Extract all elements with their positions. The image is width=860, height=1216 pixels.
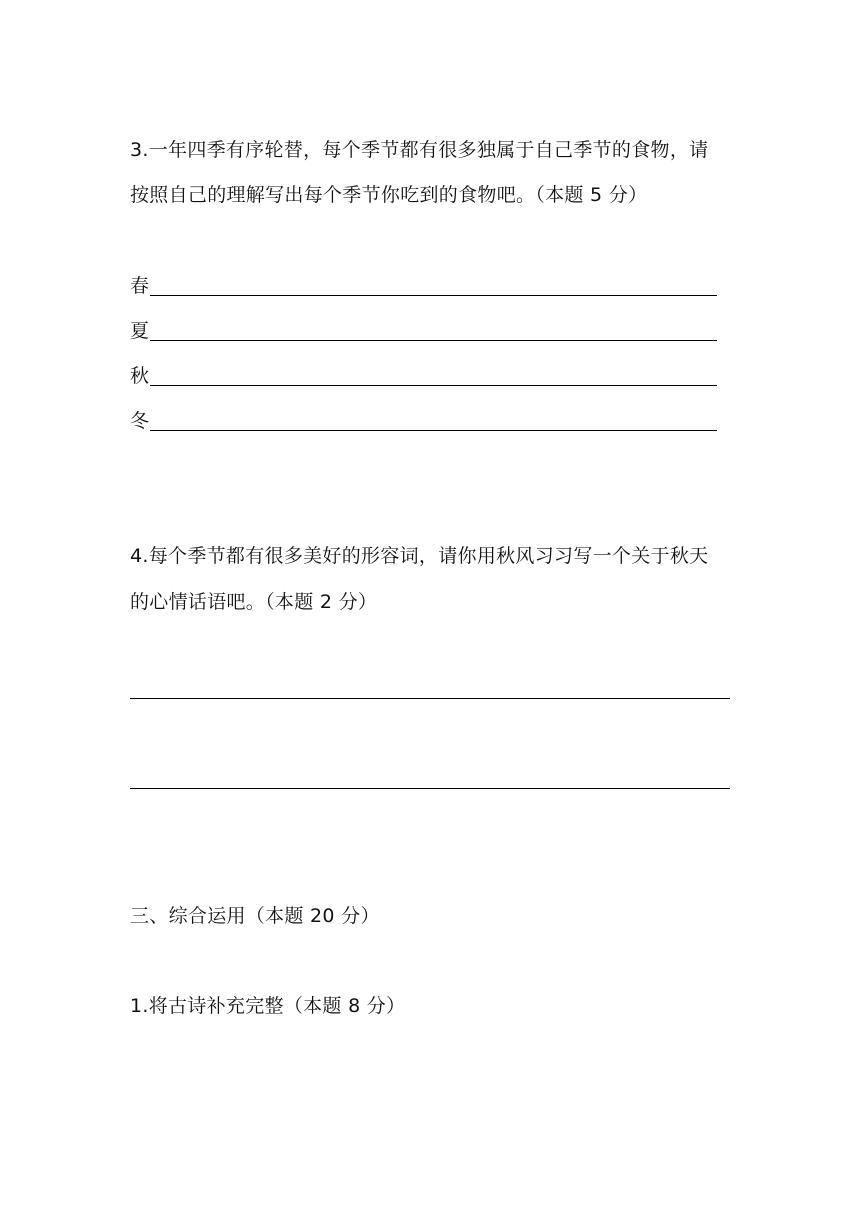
question-3-text-line-1: 3.一年四季有序轮替，每个季节都有很多独属于自己季节的食物，请 [130, 139, 709, 161]
answer-blank-summer[interactable] [150, 318, 717, 341]
season-label-winter: 冬 [130, 410, 150, 432]
season-answer-row-autumn [130, 362, 717, 388]
season-label-summer: 夏 [130, 320, 150, 342]
answer-blank-winter[interactable] [150, 408, 717, 431]
question-4-text-line-1: 4.每个季节都有很多美好的形容词，请你用秋风习习写一个关于秋天 [130, 545, 709, 567]
season-answer-row-spring [130, 272, 717, 298]
season-answer-row-summer [130, 317, 717, 343]
season-label-autumn: 秋 [130, 365, 150, 387]
question-4-text-line-2: 的心情话语吧。（本题 2 分） [130, 591, 378, 613]
section-3-item-1: 1.将古诗补充完整（本题 8 分） [130, 995, 406, 1017]
answer-line-1[interactable] [130, 698, 730, 699]
section-3-heading: 三、综合运用（本题 20 分） [130, 905, 380, 927]
answer-blank-spring[interactable] [150, 273, 717, 296]
question-3-text-line-2: 按照自己的理解写出每个季节你吃到的食物吧。（本题 5 分） [130, 184, 648, 206]
season-answer-row-winter [130, 407, 717, 433]
season-label-spring: 春 [130, 275, 150, 297]
answer-line-2[interactable] [130, 788, 730, 789]
answer-blank-autumn[interactable] [150, 363, 717, 386]
